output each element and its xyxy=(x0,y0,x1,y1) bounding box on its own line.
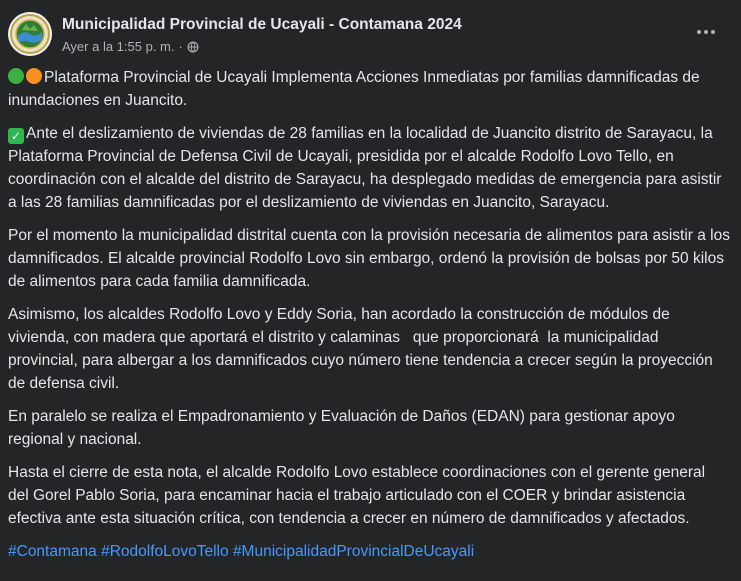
municipal-seal-icon xyxy=(10,14,50,54)
hashtags xyxy=(8,540,730,563)
timestamp-separator: · xyxy=(178,39,183,54)
post-paragraph-5: Hasta el cierre de esta nota, el alcalde Rodolfo Lovo establece coordinaciones con el gerente general del Gorel Pablo Soria, para encaminar hacia el trabajo articulado con el COER y brindar asistencia efectiva ante esta situación crítica, con tendencia a crecer en número de damnificados y afectados. xyxy=(8,464,706,527)
page-avatar[interactable] xyxy=(8,12,52,56)
globe-icon[interactable] xyxy=(187,41,199,53)
hashtag-link[interactable]: #MunicipalidadProvincialDeUcayali xyxy=(232,543,475,560)
post-headline: Plataforma Provincial de Ucayali Implementa Acciones Inmediatas por familias damnificadas de inundaciones en Juancito. xyxy=(8,69,700,109)
hashtag-link[interactable]: #Contamana xyxy=(8,543,97,560)
timestamp-row xyxy=(62,38,462,56)
post-timestamp[interactable]: Ayer a la 1:55 p. m. xyxy=(62,39,175,54)
paragraph-1-text: Ante el deslizamiento de viviendas de 28 familias en la localidad de Juancito distrito de Sarayacu, la Plataforma Provincial de Defensa Civil de Ucayali, presidida por el alcalde Rodolfo Lovo Tello, en coordinación con el alcalde del distrito de Sarayacu, ha desplegado medidas de emergencia para asistir a las 28 familias damnificadas por el deslizamiento de viviendas en Juancito, Sarayacu. xyxy=(8,125,722,211)
post-paragraph-2: Por el momento la municipalidad distrital cuenta con la provisión necesaria de alimentos para asistir a los damnificados. El alcalde provincial Rodolfo Lovo sin embargo, ordenó la provisión de bolsas por 50 kilos de alimentos para cada familia damnificada. xyxy=(8,227,730,290)
hashtag-link[interactable]: #RodolfoLovoTello xyxy=(101,543,229,560)
green-circle-icon xyxy=(8,68,24,84)
more-options-icon[interactable] xyxy=(689,20,723,44)
post-headline-paragraph xyxy=(8,66,730,112)
post-meta xyxy=(62,12,462,56)
post-paragraph-3: Asimismo, los alcaldes Rodolfo Lovo y Eddy Soria, han acordado la construcción de módulos de vivienda, con madera que aportará el distrito y calaminas que proporcionará la municipalidad provincial, para albergar a los damnificados cuyo número tiene tendencia a crecer según la proyección de defensa civil. xyxy=(8,306,718,392)
post-paragraph-4: En paralelo se realiza el Empadronamiento y Evaluación de Daños (EDAN) para gestionar apoyo regional y nacional. xyxy=(8,408,675,448)
orange-circle-icon xyxy=(26,68,42,84)
check-mark-icon: ✓ xyxy=(8,128,24,144)
post-paragraph-1 xyxy=(8,122,730,214)
page-name-link[interactable]: Municipalidad Provincial de Ucayali - Contamana 2024 xyxy=(62,16,462,33)
post-body xyxy=(8,66,730,573)
post-header xyxy=(8,12,729,58)
